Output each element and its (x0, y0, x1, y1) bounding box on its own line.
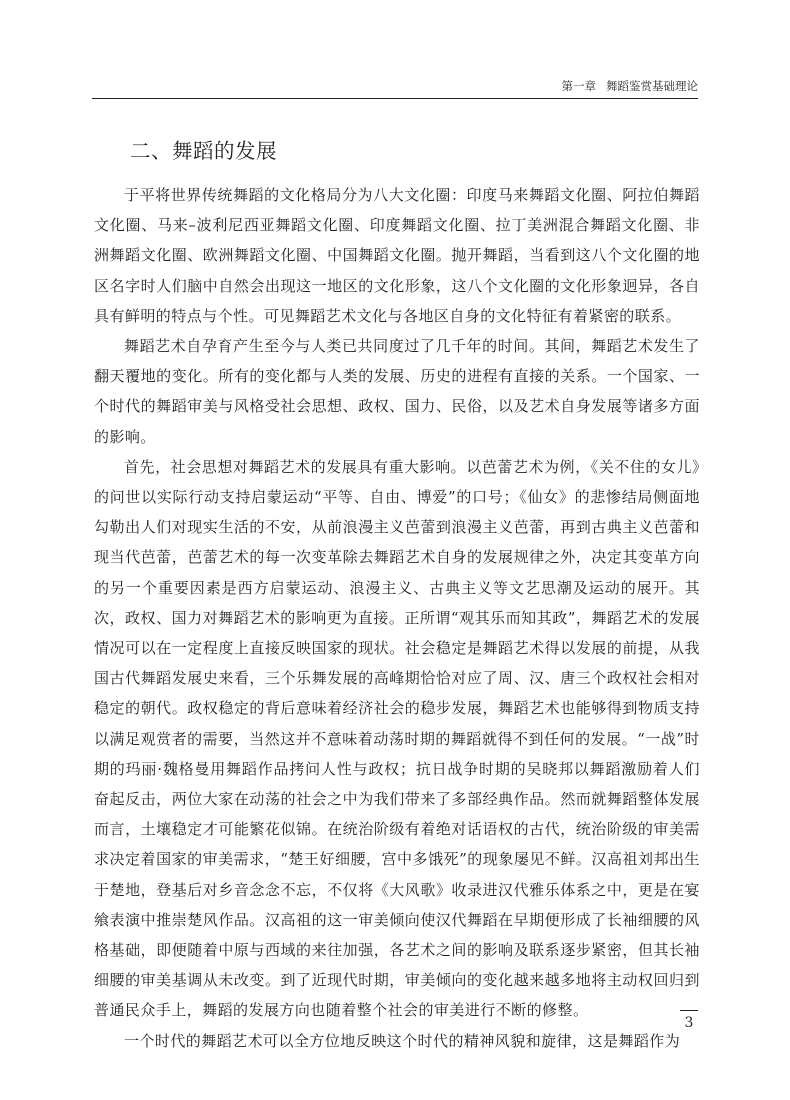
page-footer (678, 1010, 700, 1031)
paragraph: 于平将世界传统舞蹈的文化格局分为八大文化圈：印度马来舞蹈文化圈、阿拉伯舞蹈文化圈、马来–波利尼西亚舞蹈文化圈、印度舞蹈文化圈、拉丁美洲混合舞蹈文化圈、非洲舞蹈文化圈、欧洲舞蹈文化圈、中国舞蹈文化圈。抛开舞蹈，当看到这八个文化圈的地区名字时人们脑中自然会出现这一地区的文化形象，这八个文化圈的文化形象迥异，各自具有鲜明的特点与个性。可见舞蹈艺术文化与各地区自身的文化特征有着紧密的联系。 (94, 186, 700, 325)
paragraph: 一个时代的舞蹈艺术可以全方位地反映这个时代的精神风貌和旋律，这是舞蹈作为 (124, 1031, 681, 1050)
chapter-title: 舞蹈鉴赏基础理论 (606, 79, 698, 93)
page-number-rule (680, 1010, 698, 1011)
paragraph: 首先，社会思想对舞蹈艺术的发展具有重大影响。以芭蕾艺术为例，《关不住的女儿》的问世以实际行动支持启蒙运动“平等、自由、博爱”的口号；《仙女》的悲惨结局侧面地勾勒出人们对现实生活的不安，从前浪漫主义芭蕾到浪漫主义芭蕾，再到古典主义芭蕾和现当代芭蕾，芭蕾艺术的每一次变革除去舞蹈艺术自身的发展规律之外，决定其变革方向的另一个重要因素是西方启蒙运动、浪漫主义、古典主义等文艺思潮及运动的展开。其次，政权、国力对舞蹈艺术的影响更为直接。正所谓“观其乐而知其政”，舞蹈艺术的发展情况可以在一定程度上直接反映国家的现状。社会稳定是舞蹈艺术得以发展的前提，从我国古代舞蹈发展史来看，三个乐舞发展的高峰期恰恰对应了周、汉、唐三个政权社会相对稳定的朝代。政权稳定的背后意味着经济社会的稳步发展，舞蹈艺术也能够得到物质支持以满足观赏者的需要，当然这并不意味着动荡时期的舞蹈就得不到任何的发展。“一战”时期的玛丽·魏格曼用舞蹈作品拷问人性与政权；抗日战争时期的吴晓邦以舞蹈激励着人们奋起反击，两位大家在动荡的社会之中为我们带来了多部经典作品。然而就舞蹈整体发展而言，土壤稳定才可能繁花似锦。在统治阶级有着绝对话语权的古代，统治阶级的审美需求决定着国家的审美需求，“楚王好细腰，宫中多饿死”的现象屡见不鲜。汉高祖刘邦出生于楚地，登基后对乡音念念不忘，不仅将《大风歌》收录进汉代雅乐体系之中，更是在宴飨表演中推崇楚风作品。汉高祖的这一审美倾向使汉代舞蹈在早期便形成了长袖细腰的风格基础，即便随着中原与西域的来往加强，各艺术之间的影响及联系逐步紧密，但其长袖细腰的审美基调从未改变。到了近现代时期，审美倾向的变化越来越多地将主动权回归到普通民众手上，舞蹈的发展方向也随着整个社会的审美进行不断的修整。 (94, 457, 700, 1020)
page-number: 3 (684, 1015, 694, 1031)
chapter-number: 第一章 (561, 79, 596, 93)
paragraph: 舞蹈艺术自孕育产生至今与人类已共同度过了几千年的时间。其间，舞蹈艺术发生了翻天覆地的变化。所有的变化都与人类的发展、历史的进程有直接的关系。一个国家、一个时代的舞蹈审美与风格受社会思想、政权、国力、民俗，以及艺术自身发展等诸多方面的影响。 (94, 337, 700, 446)
running-header (92, 76, 698, 99)
body-text (94, 180, 700, 1056)
section-title: 二、舞蹈的发展 (130, 139, 277, 163)
